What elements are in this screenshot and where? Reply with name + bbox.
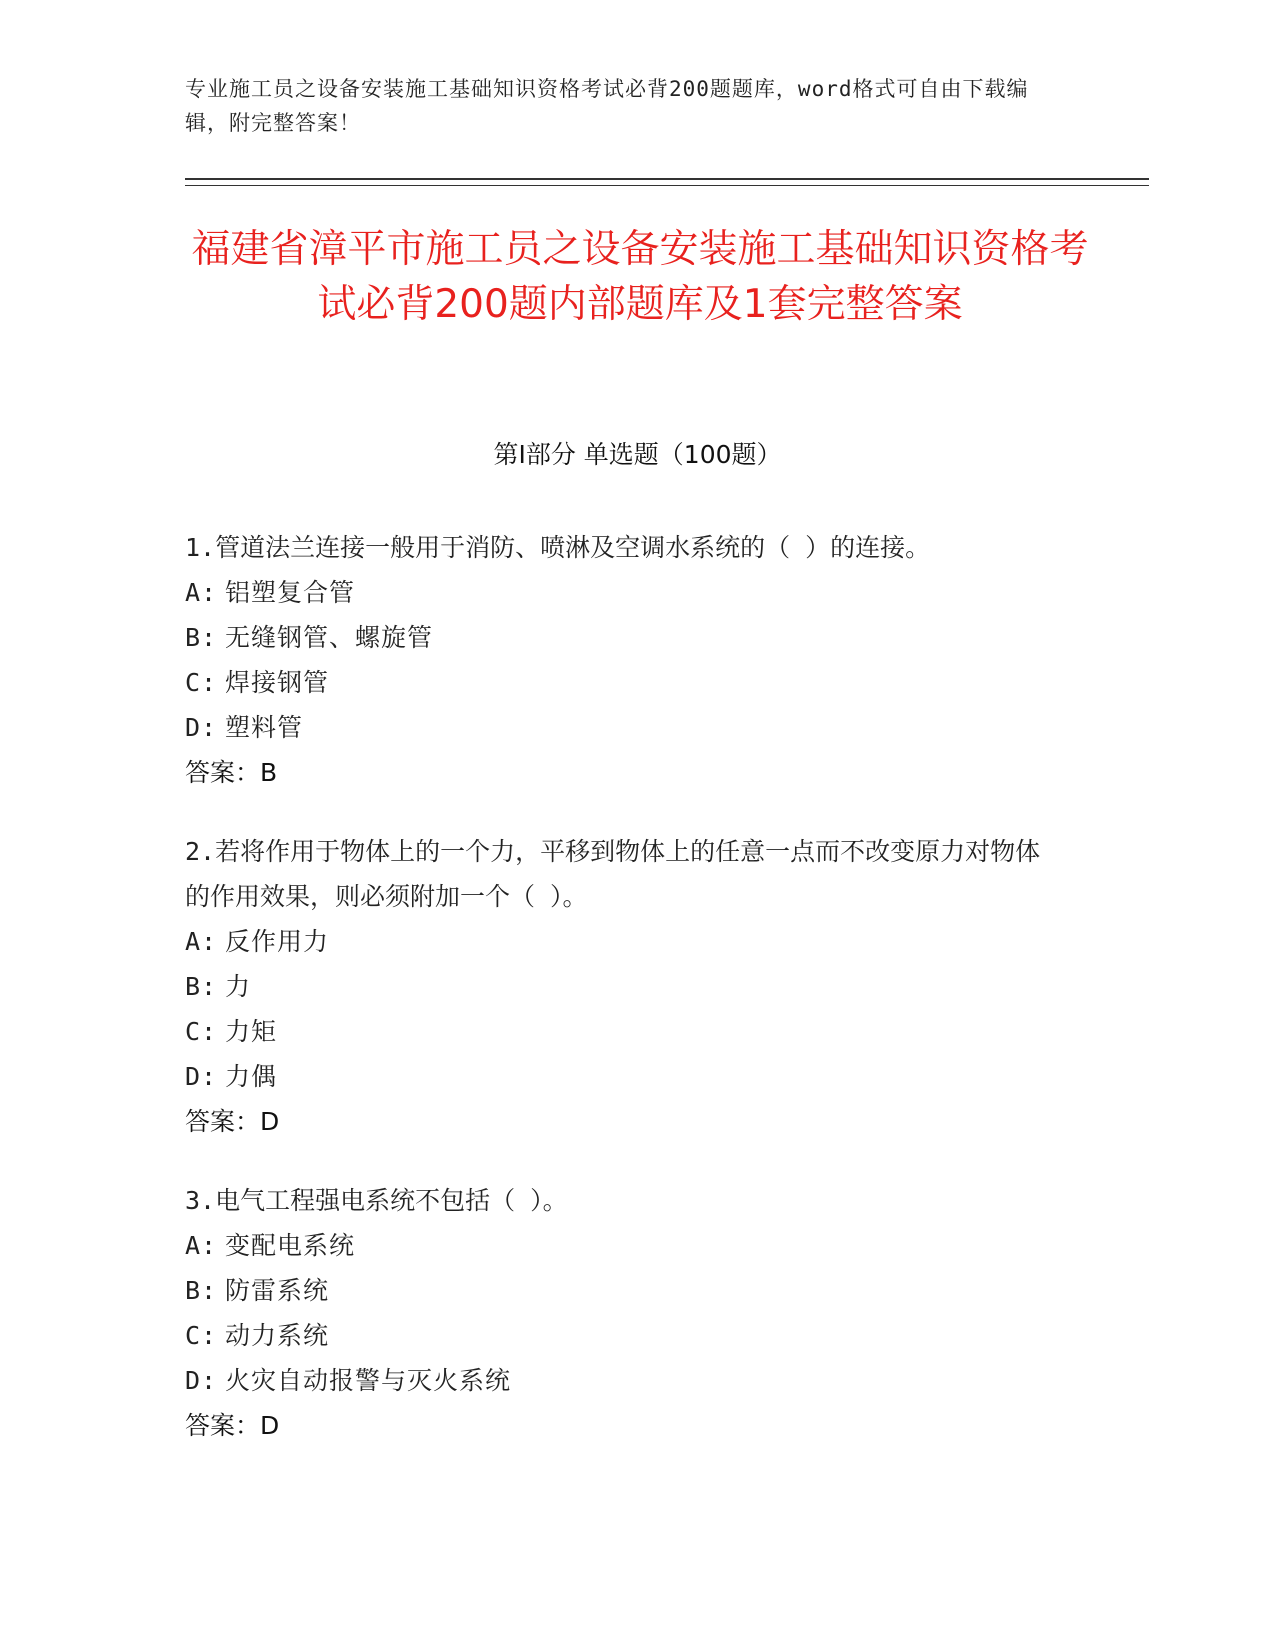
option-text: 力矩 <box>225 1017 278 1046</box>
option-a <box>185 1223 1065 1268</box>
answer: 答案：D <box>185 1107 280 1136</box>
option-a <box>185 919 1065 964</box>
option-letter: C: <box>185 668 218 697</box>
question-text: 3.电气工程强电系统不包括（ ）。 <box>185 1186 568 1215</box>
option-text: 铝塑复合管 <box>225 578 356 607</box>
option-c <box>185 1009 1065 1054</box>
option-letter: B: <box>185 972 218 1001</box>
option-b <box>185 615 1065 660</box>
question-text: 1.管道法兰连接一般用于消防、喷淋及空调水系统的（ ）的连接。 <box>185 533 931 562</box>
question-3 <box>185 1178 1065 1448</box>
option-text: 防雷系统 <box>225 1276 330 1305</box>
option-text: 力偶 <box>225 1062 278 1091</box>
header-divider-thick <box>185 178 1149 180</box>
question-text: 2.若将作用于物体上的一个力，平移到物体上的任意一点而不改变原力对物体的作用效果，则必须附加一个（ ）。 <box>185 837 1041 911</box>
option-text: 反作用力 <box>225 927 330 956</box>
answer: 答案：D <box>185 1411 280 1440</box>
option-d <box>185 705 1065 750</box>
document-title: 福建省漳平市施工员之设备安装施工基础知识资格考试必背200题内部题库及1套完整答案 <box>191 227 1089 327</box>
option-letter: B: <box>185 623 218 652</box>
option-a <box>185 570 1065 615</box>
option-d <box>185 1054 1065 1099</box>
option-letter: A: <box>185 1231 218 1260</box>
option-text: 变配电系统 <box>225 1231 356 1260</box>
header-note: 专业施工员之设备安装施工基础知识资格考试必背200题题库，word格式可自由下载编辑，附完整答案！ <box>185 77 1029 135</box>
header-divider-thin <box>185 185 1149 186</box>
option-text: 无缝钢管、螺旋管 <box>225 623 434 652</box>
option-letter: A: <box>185 927 218 956</box>
option-d <box>185 1358 1065 1403</box>
option-letter: B: <box>185 1276 218 1305</box>
answer: 答案：B <box>185 758 278 787</box>
option-text: 焊接钢管 <box>225 668 330 697</box>
option-letter: C: <box>185 1321 218 1350</box>
option-letter: D: <box>185 1062 218 1091</box>
question-2 <box>185 829 1065 1144</box>
option-text: 火灾自动报警与灭火系统 <box>225 1366 512 1395</box>
question-1 <box>185 525 1065 795</box>
option-c <box>185 660 1065 705</box>
option-letter: D: <box>185 1366 218 1395</box>
option-text: 力 <box>225 972 252 1001</box>
option-c <box>185 1313 1065 1358</box>
option-text: 塑料管 <box>225 713 304 742</box>
option-text: 动力系统 <box>225 1321 330 1350</box>
option-letter: A: <box>185 578 218 607</box>
option-b <box>185 1268 1065 1313</box>
option-letter: D: <box>185 713 218 742</box>
section-title: 第Ⅰ部分 单选题（100题） <box>493 440 782 469</box>
question-list <box>185 525 1065 1482</box>
option-b <box>185 964 1065 1009</box>
option-letter: C: <box>185 1017 218 1046</box>
